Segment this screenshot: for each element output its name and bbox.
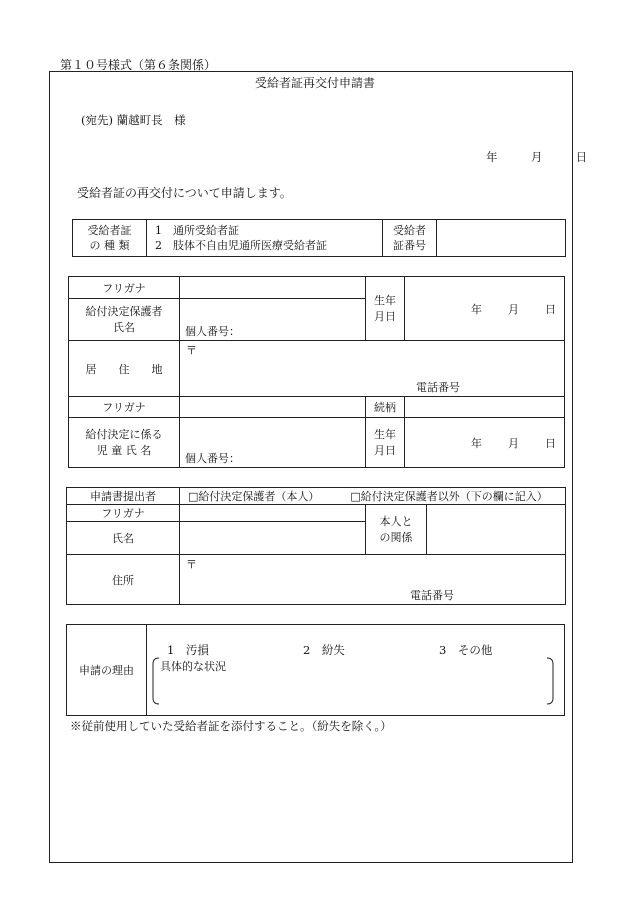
- applicant-name-label: 氏名: [67, 522, 180, 555]
- applicant-table: [66, 487, 566, 605]
- date-year: 年: [486, 150, 498, 164]
- residence-phone-label: 電話番号: [416, 381, 460, 394]
- submitter-self-checkbox[interactable]: □給付決定保護者（本人）: [188, 490, 320, 503]
- submitter-label: 申請書提出者: [67, 488, 180, 505]
- child-personal-number: 個人番号：: [185, 452, 240, 465]
- certificate-type-table: [72, 219, 566, 257]
- child-birth-label: 生年 月日: [366, 418, 405, 468]
- applicant-furigana-field[interactable]: [180, 505, 366, 522]
- form-title: 受給者証再交付申請書: [254, 76, 375, 90]
- applicant-relation-field[interactable]: [427, 505, 566, 555]
- applicant-furigana-label: フリガナ: [67, 505, 180, 522]
- residence-label: 居 住 地: [69, 341, 180, 397]
- applicant-phone-label: 電話番号: [410, 589, 454, 602]
- reason-option-3[interactable]: 3 その他: [439, 643, 493, 657]
- intro-text: 受給者証の再交付について申請します。: [77, 186, 292, 200]
- cert-option-1[interactable]: 通所受給者証: [173, 224, 239, 237]
- child-name-label: 給付決定に係る 児 童 氏 名: [69, 418, 180, 468]
- submitter-options: [180, 488, 566, 505]
- cert-option-2[interactable]: 肢体不自由児通所医療受給者証: [173, 239, 327, 252]
- attachment-note: ※従前使用していた受給者証を添付すること。（紛失を除く。）: [70, 719, 392, 733]
- applicant-relation-label: 本人と の関係: [366, 505, 427, 555]
- guardian-furigana-label: フリガナ: [69, 277, 180, 299]
- child-furigana-label: フリガナ: [69, 397, 180, 418]
- residence-field[interactable]: [180, 341, 565, 397]
- child-furigana-field[interactable]: [180, 397, 366, 418]
- addressee: (宛先) 蘭越町長 様: [81, 113, 186, 127]
- date-day: 日: [575, 150, 588, 164]
- guardian-table: [68, 276, 565, 468]
- left-bracket: [153, 658, 159, 704]
- child-birth-field[interactable]: 年 月 日: [405, 418, 565, 468]
- reason-option-2[interactable]: 2 紛失: [303, 643, 345, 657]
- cert-type-options[interactable]: 1 通所受給者証 2 肢体不自由児通所医療受給者証: [147, 220, 383, 257]
- relation-label: 続柄: [366, 397, 405, 418]
- cert-number-label: 受給者 証番号: [383, 220, 437, 257]
- applicant-address-field[interactable]: [180, 555, 566, 605]
- reason-option-1[interactable]: 1 汚損: [167, 643, 209, 657]
- postal-mark: 〒: [186, 344, 197, 357]
- reason-table: [66, 624, 565, 716]
- guardian-personal-number: 個人番号：: [185, 325, 240, 338]
- guardian-birth-label: 生年 月日: [366, 277, 405, 341]
- guardian-name-field[interactable]: [180, 299, 366, 341]
- applicant-name-field[interactable]: [180, 522, 366, 555]
- reason-field: [147, 625, 565, 716]
- cert-number-field[interactable]: [437, 220, 566, 257]
- reason-label: 申請の理由: [67, 625, 147, 716]
- reason-detail-field[interactable]: 具体的な状況: [160, 660, 226, 673]
- cert-type-label: 受給者証 の 種 類: [73, 220, 147, 257]
- relation-field[interactable]: [405, 397, 565, 418]
- right-bracket: [547, 658, 553, 704]
- guardian-name-label: 給付決定保護者 氏名: [69, 299, 180, 341]
- guardian-furigana-field[interactable]: [180, 277, 366, 299]
- date-month: 月: [530, 150, 543, 164]
- child-name-field[interactable]: [180, 418, 366, 468]
- applicant-postal-mark: 〒: [186, 558, 197, 571]
- date-line: [486, 149, 587, 165]
- form-number: 第１０号様式（第６条関係）: [60, 58, 217, 72]
- submitter-other-checkbox[interactable]: □給付決定保護者以外（下の欄に記入）: [350, 490, 548, 503]
- guardian-birth-field[interactable]: 年 月 日: [405, 277, 565, 341]
- applicant-address-label: 住所: [67, 555, 180, 605]
